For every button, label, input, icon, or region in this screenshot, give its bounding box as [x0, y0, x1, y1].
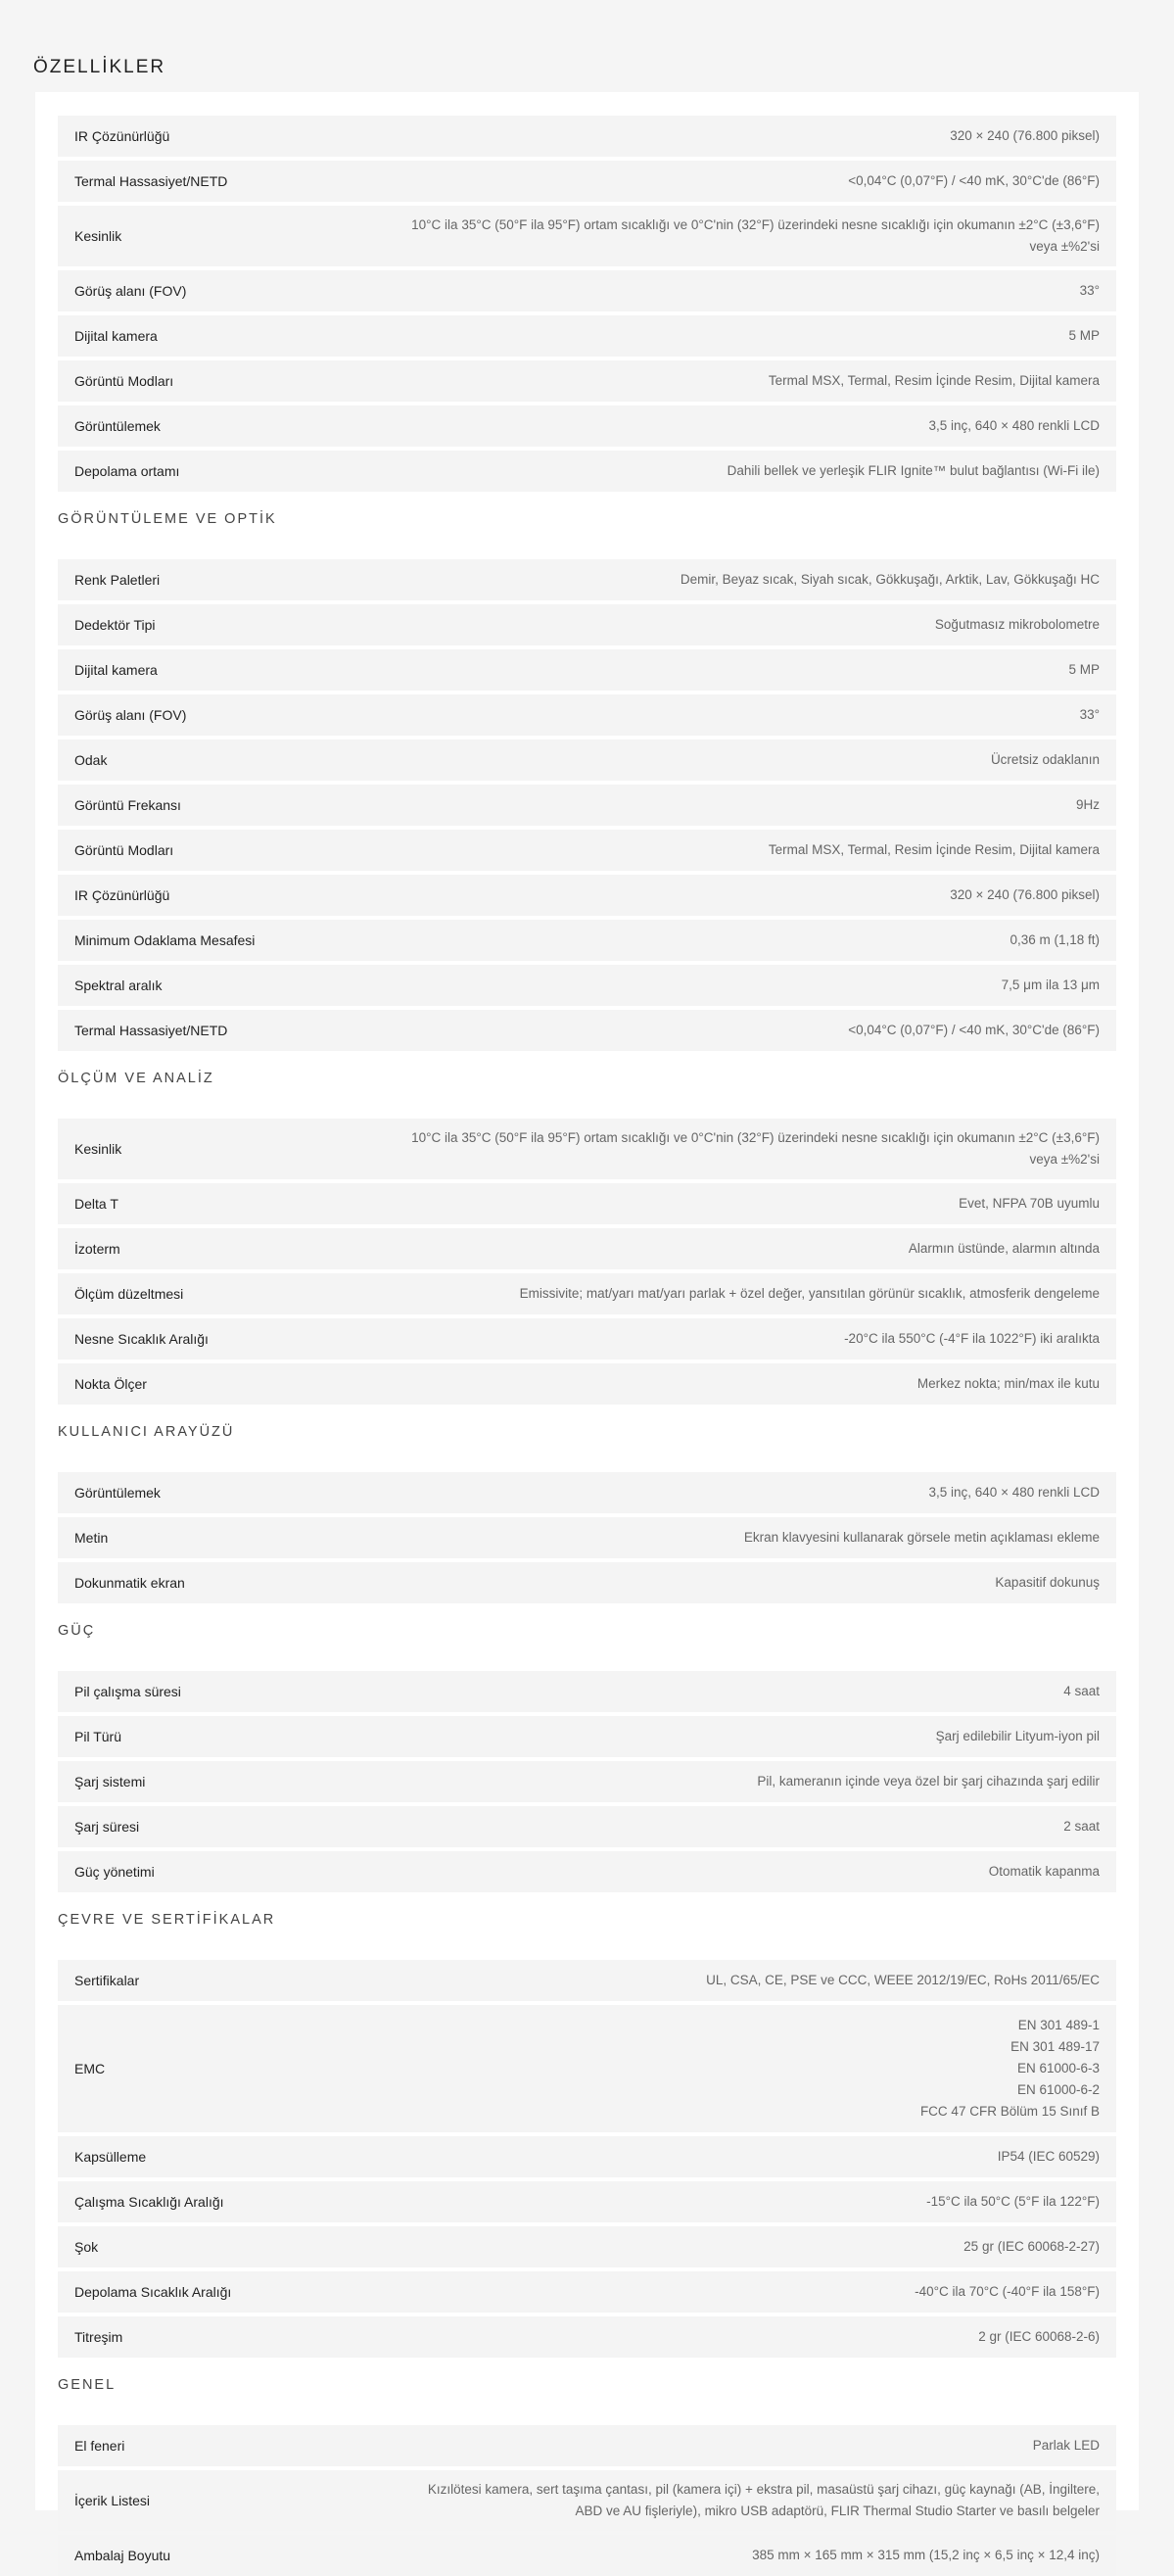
spec-value: UL, CSA, CE, PSE ve CCC, WEEE 2012/19/EC, RoHs 2011/65/EC	[706, 1973, 1100, 1987]
spec-value: Otomatik kapanma	[988, 1864, 1100, 1879]
spec-label: Termal Hassasiyet/NETD	[74, 1023, 228, 1038]
spec-row	[58, 1960, 1116, 2001]
spec-value: <0,04°C (0,07°F) / <40 mK, 30°C'de (86°F)	[848, 1023, 1100, 1037]
spec-row	[58, 161, 1116, 202]
spec-value: 5 MP	[1068, 328, 1100, 343]
spec-value: 25 gr (IEC 60068-2-27)	[963, 2239, 1100, 2254]
spec-value: Kızılötesi kamera, sert taşıma çantası, pil (kamera içi) + ekstra pil, masaüstü şarj cihazı, güç kaynağı (AB, İngiltere, ABD ve AU fişleriyle), mikro USB adaptörü, FLIR Thermal Studio Starter ve basılı belgeler	[427, 2482, 1100, 2518]
spec-label: Görüntü Modları	[74, 842, 174, 858]
spec-value: Evet, NFPA 70B uyumlu	[959, 1196, 1100, 1211]
spec-label: Ölçüm düzeltmesi	[74, 1286, 184, 1302]
spec-value: -15°C ila 50°C (5°F ila 122°F)	[926, 2194, 1100, 2209]
spec-value: 0,36 m (1,18 ft)	[1010, 932, 1100, 947]
spec-label: Renk Paletleri	[74, 572, 161, 588]
spec-value: Ekran klavyesini kullanarak görsele metin açıklaması ekleme	[743, 1530, 1100, 1545]
spec-row	[58, 116, 1116, 157]
spec-label: Spektral aralık	[74, 978, 163, 993]
spec-row	[58, 1318, 1116, 1360]
spec-row	[58, 965, 1116, 1006]
spec-row	[58, 1806, 1116, 1847]
spec-row	[58, 785, 1116, 826]
spec-label: Şok	[74, 2239, 99, 2255]
spec-label: Metin	[74, 1530, 109, 1546]
spec-row	[58, 649, 1116, 691]
spec-row	[58, 360, 1116, 402]
spec-value: 7,5 μm ila 13 μm	[1001, 978, 1100, 992]
spec-label: Görüş alanı (FOV)	[74, 283, 187, 299]
spec-label: Görüntü Modları	[74, 373, 174, 389]
spec-label: Dijital kamera	[74, 328, 158, 344]
spec-value: -20°C ila 550°C (-4°F ila 1022°F) iki aralıkta	[844, 1331, 1100, 1346]
spec-value: Alarmın üstünde, alarmın altında	[908, 1241, 1100, 1256]
spec-value: Demir, Beyaz sıcak, Siyah sıcak, Gökkuşağı, Arktik, Lav, Gökkuşağı HC	[680, 572, 1100, 587]
spec-label: Güç yönetimi	[74, 1864, 155, 1880]
section-title: GÜÇ	[58, 1623, 96, 1639]
spec-row	[58, 206, 1116, 266]
spec-value: 10°C ila 35°C (50°F ila 95°F) ortam sıcaklığı ve 0°C'nin (32°F) üzerindeki nesne sıcaklığı için okumanın ±2°C (±3,6°F) veya ±%2'si	[411, 1130, 1100, 1167]
section-title: KULLANICI ARAYÜZÜ	[58, 1424, 235, 1440]
section-title: GÖRÜNTÜLEME VE OPTİK	[58, 511, 277, 527]
spec-row	[58, 1119, 1116, 1179]
section-title: ÇEVRE VE SERTİFİKALAR	[58, 1912, 276, 1928]
spec-row	[58, 2535, 1116, 2576]
spec-value: 9Hz	[1075, 797, 1100, 812]
spec-label: Dedektör Tipi	[74, 617, 156, 633]
spec-label: Minimum Odaklama Mesafesi	[74, 932, 256, 948]
spec-row	[58, 2005, 1116, 2132]
spec-value: 33°	[1079, 707, 1100, 722]
spec-row	[58, 315, 1116, 357]
spec-label: Depolama ortamı	[74, 463, 180, 479]
spec-label: Dijital kamera	[74, 662, 158, 678]
spec-row	[58, 1671, 1116, 1712]
spec-label: Nokta Ölçer	[74, 1376, 147, 1392]
spec-row	[58, 694, 1116, 736]
spec-value: 33°	[1079, 283, 1100, 298]
spec-value: Pil, kameranın içinde veya özel bir şarj cihazında şarj edilir	[757, 1774, 1100, 1789]
spec-label: İçerik Listesi	[74, 2493, 151, 2508]
spec-label: Şarj sistemi	[74, 1774, 146, 1789]
spec-row	[58, 604, 1116, 645]
spec-value: Şarj edilebilir Lityum-iyon pil	[935, 1729, 1100, 1743]
spec-label: Şarj süresi	[74, 1819, 140, 1835]
spec-value: Dahili bellek ve yerleşik FLIR Ignite™ bulut bağlantısı (Wi-Fi ile)	[727, 463, 1100, 478]
spec-row	[58, 2181, 1116, 2222]
spec-row	[58, 405, 1116, 447]
spec-row	[58, 830, 1116, 871]
spec-value: Soğutmasız mikrobolometre	[934, 617, 1100, 632]
spec-label: IR Çözünürlüğü	[74, 128, 170, 144]
page-title: ÖZELLİKLER	[33, 57, 166, 77]
spec-label: Pil Türü	[74, 1729, 121, 1744]
section-title: GENEL	[58, 2377, 117, 2393]
spec-label: Ambalaj Boyutu	[74, 2548, 171, 2563]
spec-label: Görüş alanı (FOV)	[74, 707, 187, 723]
spec-value: 320 × 240 (76.800 piksel)	[950, 887, 1100, 902]
spec-value: 4 saat	[1063, 1684, 1100, 1698]
spec-label: İzoterm	[74, 1241, 120, 1257]
spec-row	[58, 2226, 1116, 2267]
spec-row	[58, 1363, 1116, 1405]
spec-row	[58, 1472, 1116, 1513]
spec-row	[58, 2136, 1116, 2177]
spec-label: Görüntü Frekansı	[74, 797, 181, 813]
spec-label: Kesinlik	[74, 228, 122, 244]
spec-label: Dokunmatik ekran	[74, 1575, 185, 1591]
spec-value: Kapasitif dokunuş	[995, 1575, 1100, 1590]
spec-row	[58, 1761, 1116, 1802]
spec-label: Depolama Sıcaklık Aralığı	[74, 2284, 232, 2300]
spec-value: IP54 (IEC 60529)	[997, 2149, 1100, 2164]
spec-row	[58, 270, 1116, 311]
spec-value: 3,5 inç, 640 × 480 renkli LCD	[928, 418, 1100, 433]
spec-label: Odak	[74, 752, 108, 768]
spec-label: Görüntülemek	[74, 1485, 161, 1501]
spec-value: <0,04°C (0,07°F) / <40 mK, 30°C'de (86°F)	[848, 173, 1100, 188]
spec-value: 5 MP	[1068, 662, 1100, 677]
spec-row	[58, 1716, 1116, 1757]
spec-label: Pil çalışma süresi	[74, 1684, 181, 1699]
spec-value: 2 gr (IEC 60068-2-6)	[978, 2329, 1100, 2344]
spec-label: El feneri	[74, 2438, 125, 2454]
spec-label: Delta T	[74, 1196, 118, 1212]
spec-value: 320 × 240 (76.800 piksel)	[950, 128, 1100, 143]
spec-row	[58, 2470, 1116, 2531]
spec-row	[58, 559, 1116, 600]
spec-label: Çalışma Sıcaklığı Aralığı	[74, 2194, 224, 2210]
spec-value: Merkez nokta; min/max ile kutu	[916, 1376, 1100, 1391]
spec-value: Emissivite; mat/yarı mat/yarı parlak + özel değer, yansıtılan görünür sıcaklık, atmosferik dengeleme	[519, 1286, 1100, 1301]
spec-row	[58, 2271, 1116, 2313]
spec-row	[58, 1851, 1116, 1892]
spec-label: Kapsülleme	[74, 2149, 147, 2165]
spec-value: 2 saat	[1063, 1819, 1100, 1834]
spec-label: IR Çözünürlüğü	[74, 887, 170, 903]
spec-value: Termal MSX, Termal, Resim İçinde Resim, Dijital kamera	[768, 842, 1100, 857]
spec-row	[58, 739, 1116, 781]
spec-label: Görüntülemek	[74, 418, 161, 434]
spec-value: Termal MSX, Termal, Resim İçinde Resim, Dijital kamera	[768, 373, 1100, 388]
spec-row	[58, 1517, 1116, 1558]
spec-value: EN 301 489-1 EN 301 489-17 EN 61000-6-3 EN 61000-6-2 FCC 47 CFR Bölüm 15 Sınıf B	[919, 2018, 1100, 2119]
spec-value: 10°C ila 35°C (50°F ila 95°F) ortam sıcaklığı ve 0°C'nin (32°F) üzerindeki nesne sıcaklığı için okumanın ±2°C (±3,6°F) veya ±%2'si	[411, 217, 1100, 254]
spec-label: Kesinlik	[74, 1141, 122, 1157]
spec-value: 3,5 inç, 640 × 480 renkli LCD	[928, 1485, 1100, 1500]
spec-label: Nesne Sıcaklık Aralığı	[74, 1331, 209, 1347]
spec-label: EMC	[74, 2061, 106, 2076]
spec-value: Parlak LED	[1032, 2438, 1100, 2453]
spec-row	[58, 1183, 1116, 1224]
spec-row	[58, 2316, 1116, 2358]
spec-label: Sertifikalar	[74, 1973, 140, 1988]
spec-value: Ücretsiz odaklanın	[990, 752, 1100, 767]
section-title: ÖLÇÜM VE ANALİZ	[58, 1071, 214, 1086]
spec-row	[58, 875, 1116, 916]
spec-row	[58, 920, 1116, 961]
spec-row	[58, 1228, 1116, 1269]
spec-label: Termal Hassasiyet/NETD	[74, 173, 228, 189]
spec-row	[58, 1562, 1116, 1603]
spec-row	[58, 1010, 1116, 1051]
spec-row	[58, 2425, 1116, 2466]
spec-label: Titreşim	[74, 2329, 123, 2345]
spec-row	[58, 451, 1116, 492]
spec-value: -40°C ila 70°C (-40°F ila 158°F)	[915, 2284, 1100, 2299]
spec-row	[58, 1273, 1116, 1314]
spec-value: 385 mm × 165 mm × 315 mm (15,2 inç × 6,5 inç × 12,4 inç)	[752, 2548, 1100, 2562]
